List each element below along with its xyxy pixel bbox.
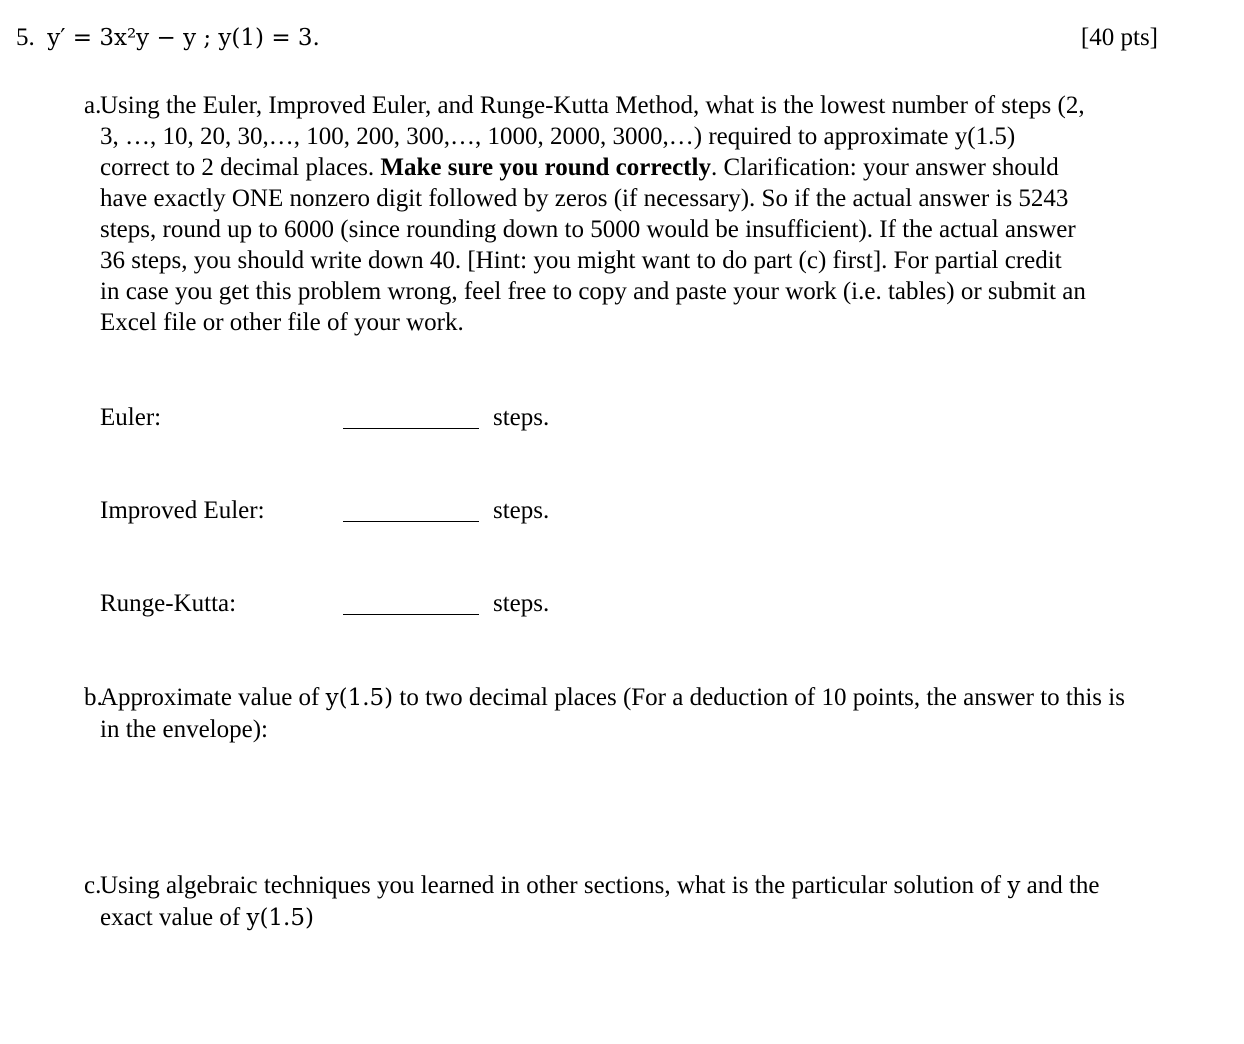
question-header xyxy=(16,22,320,54)
answer-unit-runge-kutta: steps. xyxy=(493,590,550,617)
question-points: [40 pts] xyxy=(1080,24,1158,51)
part-b-label: b. xyxy=(84,684,103,711)
answer-blank-euler[interactable] xyxy=(343,428,479,429)
part-c-line-2-pre: exact value of xyxy=(100,904,247,931)
part-a-line-2: 3, …, 10, 20, 30,…, 100, 200, 300,…, 1000, 2000, 3000,…) required to approximate y(1.5) xyxy=(100,123,1016,150)
answer-label-runge-kutta: Runge-Kutta: xyxy=(100,590,237,617)
part-c-line-2 xyxy=(100,902,1220,934)
part-b-math: y(1.5) xyxy=(325,685,394,711)
answer-unit-euler: steps. xyxy=(493,404,550,431)
part-a-line-7: in case you get this problem wrong, feel free to copy and paste your work (i.e. tables) or submit an xyxy=(100,278,1086,305)
part-c-label: c. xyxy=(84,872,102,899)
part-b-line-1-pre: Approximate value of xyxy=(100,684,326,711)
answer-blank-improved-euler[interactable] xyxy=(343,521,479,522)
question-number: 5. xyxy=(16,24,35,51)
part-b-text xyxy=(100,682,1220,745)
part-c-line-1-pre: Using algebraic techniques you learned in other sections, what is the particular solution of xyxy=(100,872,1008,899)
part-a-emphasis: Make sure you round correctly xyxy=(380,154,711,181)
question-equation: y′ = 3x²y − y ; y(1) = 3. xyxy=(47,25,320,51)
part-b-line-2: in the envelope): xyxy=(100,716,268,743)
part-c-math-y15: y(1.5) xyxy=(246,905,314,931)
part-b-line-1-post: to two decimal places (For a deduction of 10 points, the answer to this is xyxy=(393,684,1125,711)
answer-label-euler: Euler: xyxy=(100,404,162,431)
answer-unit-improved-euler: steps. xyxy=(493,497,550,524)
part-a-line-8: Excel file or other file of your work. xyxy=(100,309,464,336)
part-a-line-6: 36 steps, you should write down 40. [Hint: you might want to do part (c) first]. For partial credit xyxy=(100,247,1062,274)
part-c-line-1-post: and the xyxy=(1020,872,1100,899)
part-a-line-5: steps, round up to 6000 (since rounding down to 5000 would be insufficient). If the actual answer xyxy=(100,216,1076,243)
part-c-line-1 xyxy=(100,870,1220,902)
part-c-text xyxy=(100,870,1220,934)
part-a-label: a. xyxy=(84,92,102,119)
part-a-line-3-tail: . Clarification: your answer should xyxy=(710,154,1059,181)
part-a-text xyxy=(100,90,1220,338)
answer-blank-runge-kutta[interactable] xyxy=(343,614,479,615)
answer-label-improved-euler: Improved Euler: xyxy=(100,497,265,524)
part-a-line-3 xyxy=(100,152,1220,183)
part-a-line-3-text: correct to 2 decimal places. xyxy=(100,154,375,181)
part-b-line-1 xyxy=(100,682,1220,714)
part-a-line-4: have exactly ONE nonzero digit followed by zeros (if necessary). So if the actual answer is 5243 xyxy=(100,185,1069,212)
part-c-math-y: y xyxy=(1007,873,1021,899)
part-a-line-1: Using the Euler, Improved Euler, and Runge-Kutta Method, what is the lowest number of steps (2, xyxy=(100,92,1085,119)
